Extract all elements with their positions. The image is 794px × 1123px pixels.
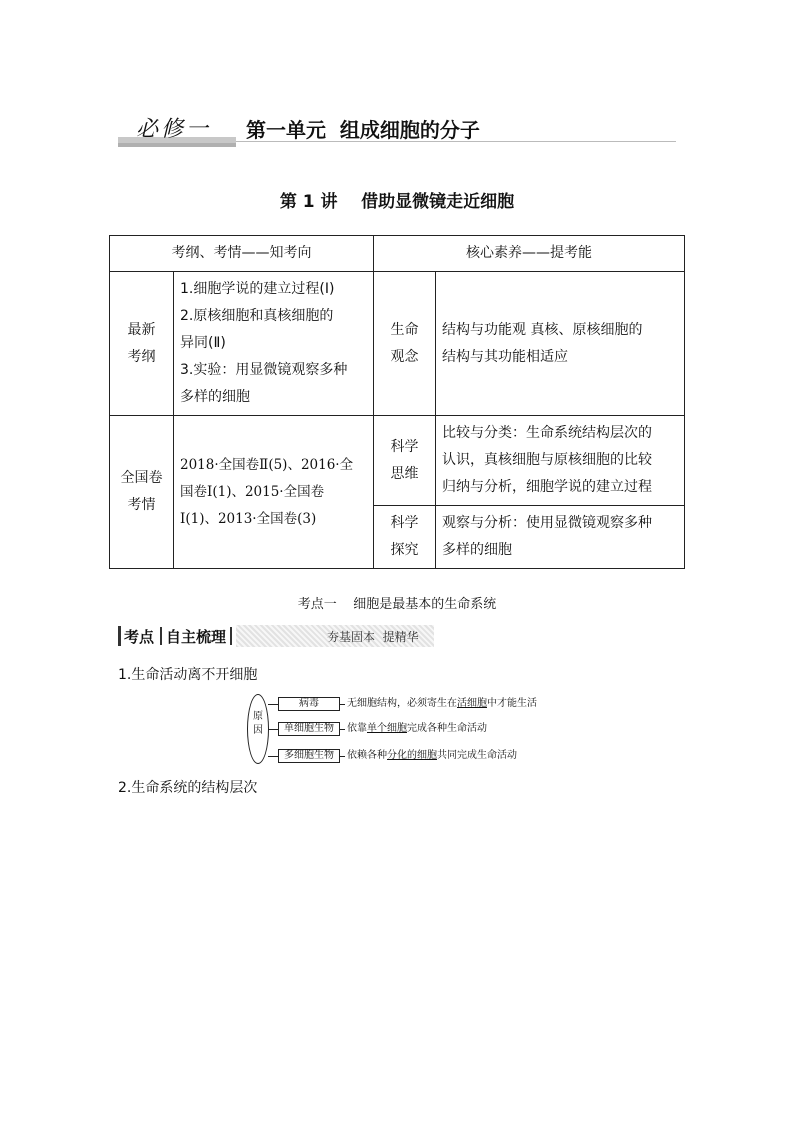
desc-virus	[347, 698, 537, 710]
row-label-outline	[110, 272, 174, 416]
connector-line	[339, 756, 345, 757]
literacy-line: 观察与分析：使用显微镜观察多种	[442, 515, 652, 531]
desc-text: 无细胞结构，必须寄生在	[347, 698, 457, 709]
literacy-text-life	[436, 272, 685, 416]
header-bar-shadow	[118, 143, 236, 147]
diagram-center-label: 原因	[253, 711, 263, 736]
lesson-title: 第 1 讲 借助显微镜走近细胞	[279, 192, 515, 212]
section-title: 考点一 细胞是最基本的生命系统	[297, 597, 497, 612]
table-header-left: 考纲、考情——知考向	[110, 236, 374, 272]
literacy-line: 结构与功能观 真核、原核细胞的	[442, 321, 643, 338]
connector-line	[339, 704, 345, 705]
label-line: 考纲	[127, 348, 156, 365]
exam-outline-table	[109, 235, 685, 569]
banner-title: 自主梳理	[166, 628, 227, 646]
label-line: 观念	[390, 348, 419, 365]
banner-mark	[118, 626, 121, 646]
box-multicellular: 多细胞生物	[278, 749, 340, 763]
label-line: 生命	[390, 321, 419, 338]
desc-underline: 分化的细胞	[387, 750, 437, 761]
desc-text: 依赖各种	[347, 750, 387, 761]
desc-underline: 活细胞	[457, 698, 487, 709]
desc-text: 共同完成生命活动	[437, 750, 517, 761]
desc-text: 完成各种生命活动	[407, 723, 487, 734]
label-line: 全国卷	[120, 470, 163, 486]
literacy-text-inquiry	[436, 506, 685, 569]
study-banner	[118, 625, 434, 647]
desc-underline: 单个细胞	[367, 723, 407, 734]
desc-text: 中才能生活	[487, 698, 537, 709]
exam-items	[174, 416, 374, 569]
outline-items	[174, 272, 374, 416]
exam-item: 国卷Ⅰ(1)、2015·全国卷	[180, 483, 325, 500]
label-line: 最新	[127, 321, 156, 338]
desc-multicellular	[347, 750, 517, 762]
label-line: 科学	[390, 515, 419, 531]
exam-item: Ⅰ(1)、2013·全国卷(3)	[180, 510, 317, 527]
book-name: 必修一	[136, 117, 212, 142]
unit-title: 第一单元 组成细胞的分子	[246, 118, 480, 142]
chapter-header	[118, 112, 678, 148]
outline-item: 3.实验：用显微镜观察多种	[180, 362, 348, 378]
literacy-line: 归纳与分析，细胞学说的建立过程	[442, 479, 652, 495]
banner-key: 考点	[124, 628, 155, 646]
literacy-label-thinking	[374, 416, 436, 506]
subheading-2: 2.生命系统的结构层次	[118, 780, 258, 796]
row-label-exam	[110, 416, 174, 569]
literacy-line: 多样的细胞	[442, 542, 512, 558]
banner-slogan: 夯基固本 提精华	[327, 630, 419, 644]
desc-unicellular	[347, 723, 487, 735]
outline-item: 异同(Ⅱ)	[180, 335, 226, 351]
table-header-right: 核心素养——提考能	[374, 236, 685, 272]
connector-line	[268, 729, 278, 730]
desc-text: 依靠	[347, 723, 367, 734]
outline-item: 2.原核细胞和真核细胞的	[180, 308, 334, 324]
label-line: 思维	[390, 465, 419, 482]
reason-diagram	[240, 692, 560, 768]
connector-line	[339, 729, 345, 730]
banner-separator	[230, 627, 232, 645]
banner-separator	[160, 627, 162, 645]
connector-line	[268, 756, 278, 757]
literacy-line: 结构与其功能相适应	[442, 348, 568, 365]
exam-item: 2018·全国卷Ⅱ(5)、2016·全	[180, 456, 354, 473]
literacy-label-inquiry	[374, 506, 436, 569]
connector-line	[268, 704, 278, 705]
outline-item: 1.细胞学说的建立过程(Ⅰ)	[180, 281, 335, 297]
literacy-line: 认识，真核细胞与原核细胞的比较	[442, 452, 652, 468]
box-unicellular: 单细胞生物	[278, 722, 340, 736]
literacy-line: 比较与分类：生命系统结构层次的	[442, 425, 652, 441]
box-virus: 病毒	[278, 697, 340, 711]
literacy-text-thinking	[436, 416, 685, 506]
label-line: 考情	[127, 497, 156, 513]
literacy-label-life	[374, 272, 436, 416]
subheading-1: 1.生命活动离不开细胞	[118, 667, 258, 683]
outline-item: 多样的细胞	[180, 389, 250, 405]
label-line: 探究	[390, 542, 419, 558]
label-line: 科学	[390, 438, 419, 455]
